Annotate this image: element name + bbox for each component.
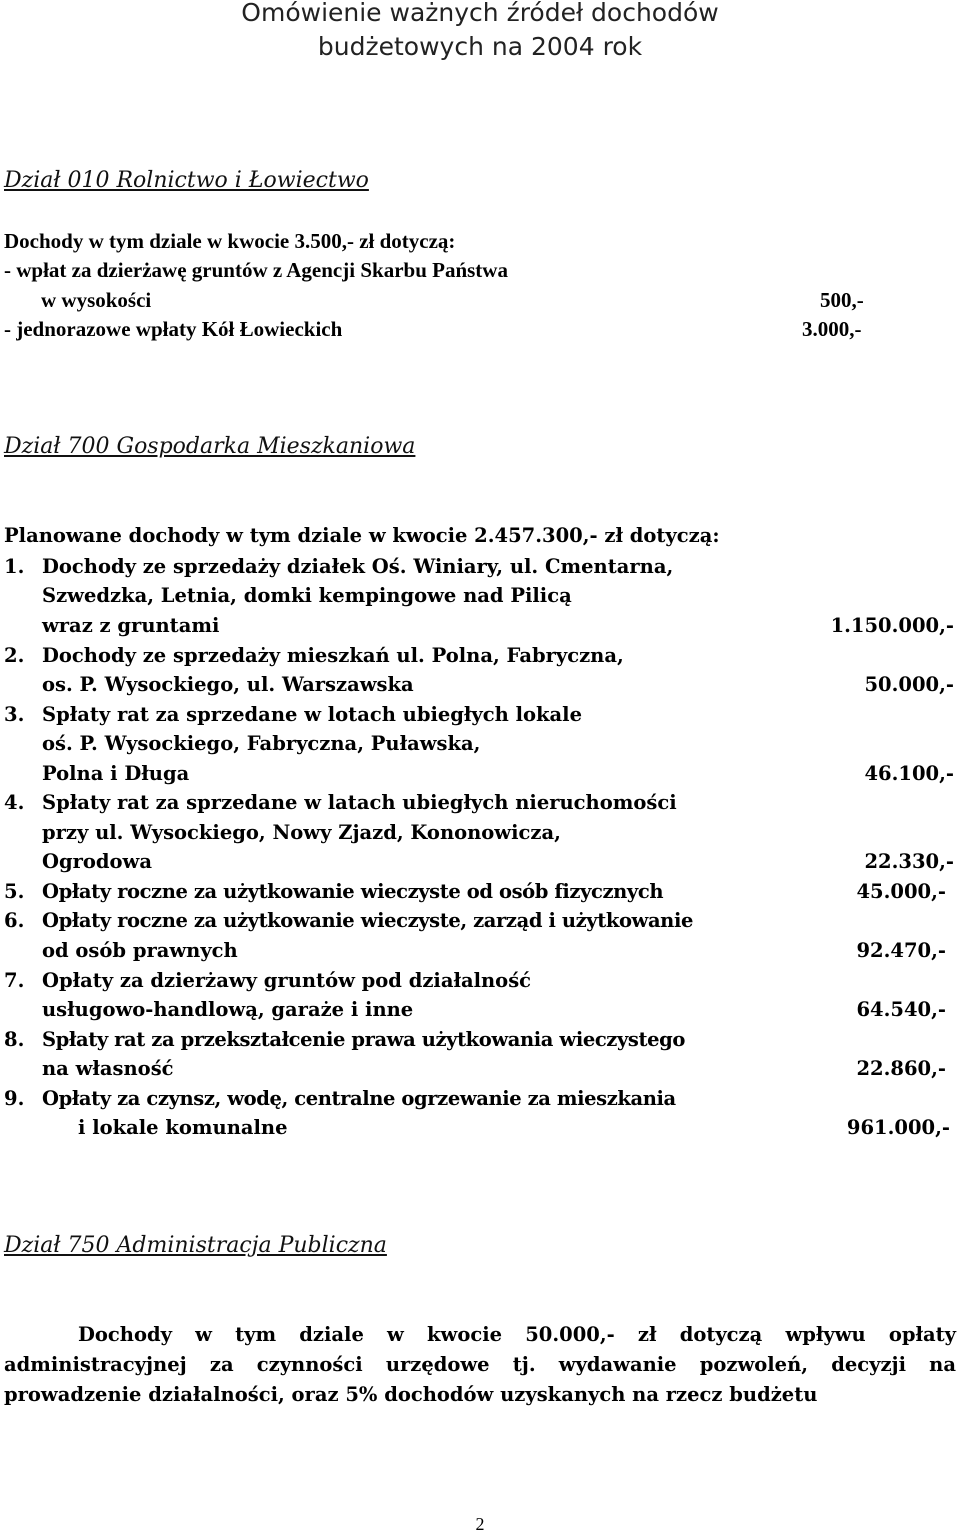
list-item-text: Spłaty rat za sprzedane w lotach ubiegłych lokale (42, 703, 582, 726)
list-item-text: i lokale komunalne (78, 1116, 288, 1139)
list-item-amount: 92.470,- (856, 939, 946, 962)
list-item-amount: 961.000,- (846, 1116, 950, 1139)
section-010-item1-line1: - wpłat za dzierżawę gruntów z Agencji Skarbu Państwa (4, 258, 508, 282)
list-item-amount: 22.330,- (864, 850, 954, 873)
list-item-text: Spłaty rat za przekształcenie prawa użytkowania wieczystego (42, 1028, 685, 1051)
list-item-amount: 45.000,- (856, 880, 946, 903)
list-item-text: Opłaty roczne za użytkowanie wieczyste od osób fizycznych (42, 880, 664, 903)
list-item-amount: 46.100,- (864, 762, 954, 785)
list-item-number: 2. (4, 644, 25, 667)
list-item-text: oś. P. Wysockiego, Fabryczna, Puławska, (42, 732, 481, 755)
list-item-text: Opłaty za dzierżawy gruntów pod działalność (42, 969, 532, 992)
list-item-amount: 22.860,- (856, 1057, 946, 1080)
list-item-number: 3. (4, 703, 25, 726)
list-item-text: od osób prawnych (42, 939, 238, 962)
list-item-amount: 1.150.000,- (830, 614, 954, 637)
section-700-intro: Planowane dochody w tym dziale w kwocie 2.457.300,- zł dotyczą: (4, 524, 720, 547)
section-010-intro: Dochody w tym dziale w kwocie 3.500,- zł dotyczą: (4, 229, 456, 253)
section-010-item2-amount: 3.000,- (802, 317, 862, 341)
list-item-number: 5. (4, 880, 25, 903)
list-item-text: na własność (42, 1057, 174, 1080)
list-item-text: Opłaty za czynsz, wodę, centralne ogrzewanie za mieszkania (42, 1087, 676, 1110)
list-item-number: 1. (4, 555, 25, 578)
list-item-text: Dochody ze sprzedaży mieszkań ul. Polna, Fabryczna, (42, 644, 624, 667)
list-item-amount: 50.000,- (864, 673, 954, 696)
list-item-text: Dochody ze sprzedaży działek Oś. Winiary, ul. Cmentarna, (42, 555, 674, 578)
section-010-item1-line2: w wysokości (41, 288, 152, 312)
list-item-number: 4. (4, 791, 25, 814)
list-item-text: Polna i Długa (42, 762, 190, 785)
list-item-text: Spłaty rat za sprzedane w latach ubiegłych nieruchomości (42, 791, 677, 814)
list-item-number: 7. (4, 969, 25, 992)
list-item-text: Ogrodowa (42, 850, 152, 873)
section-010-item1-amount: 500,- (820, 288, 864, 312)
list-item-text: Szwedzka, Letnia, domki kempingowe nad Pilicą (42, 584, 572, 607)
list-item-text: os. P. Wysockiego, ul. Warszawska (42, 673, 414, 696)
list-item-number: 6. (4, 909, 25, 932)
list-item-text: wraz z gruntami (42, 614, 220, 637)
section-heading-700: Dział 700 Gospodarka Mieszkaniowa (4, 434, 416, 459)
list-item-number: 9. (4, 1087, 25, 1110)
list-item-amount: 64.540,- (856, 998, 946, 1021)
section-750-paragraph: Dochody w tym dziale w kwocie 50.000,- zł dotyczą wpływu opłaty administracyjnej za czynności urzędowe tj. wydawanie pozwoleń, decyzji na prowadzenie działalności, oraz 5% dochodów uzyskanych na rzecz budżetu (4, 1323, 956, 1406)
list-item-number: 8. (4, 1028, 25, 1051)
title-line-1: Omówienie ważnych źródeł dochodów (241, 0, 719, 27)
document-title (0, 0, 960, 64)
title-line-2: budżetowych na 2004 rok (317, 32, 643, 61)
section-heading-750: Dział 750 Administracja Publiczna (4, 1233, 387, 1258)
list-item-text: usługowo-handlową, garaże i inne (42, 998, 414, 1021)
list-item-text: przy ul. Wysockiego, Nowy Zjazd, Kononowicza, (42, 821, 561, 844)
section-010-item2-line1: - jednorazowe wpłaty Kół Łowieckich (4, 317, 343, 341)
section-heading-010: Dział 010 Rolnictwo i Łowiectwo (4, 168, 369, 193)
list-item-text: Opłaty roczne za użytkowanie wieczyste, zarząd i użytkowanie (42, 909, 693, 932)
page-number: 2 (475, 1514, 485, 1534)
